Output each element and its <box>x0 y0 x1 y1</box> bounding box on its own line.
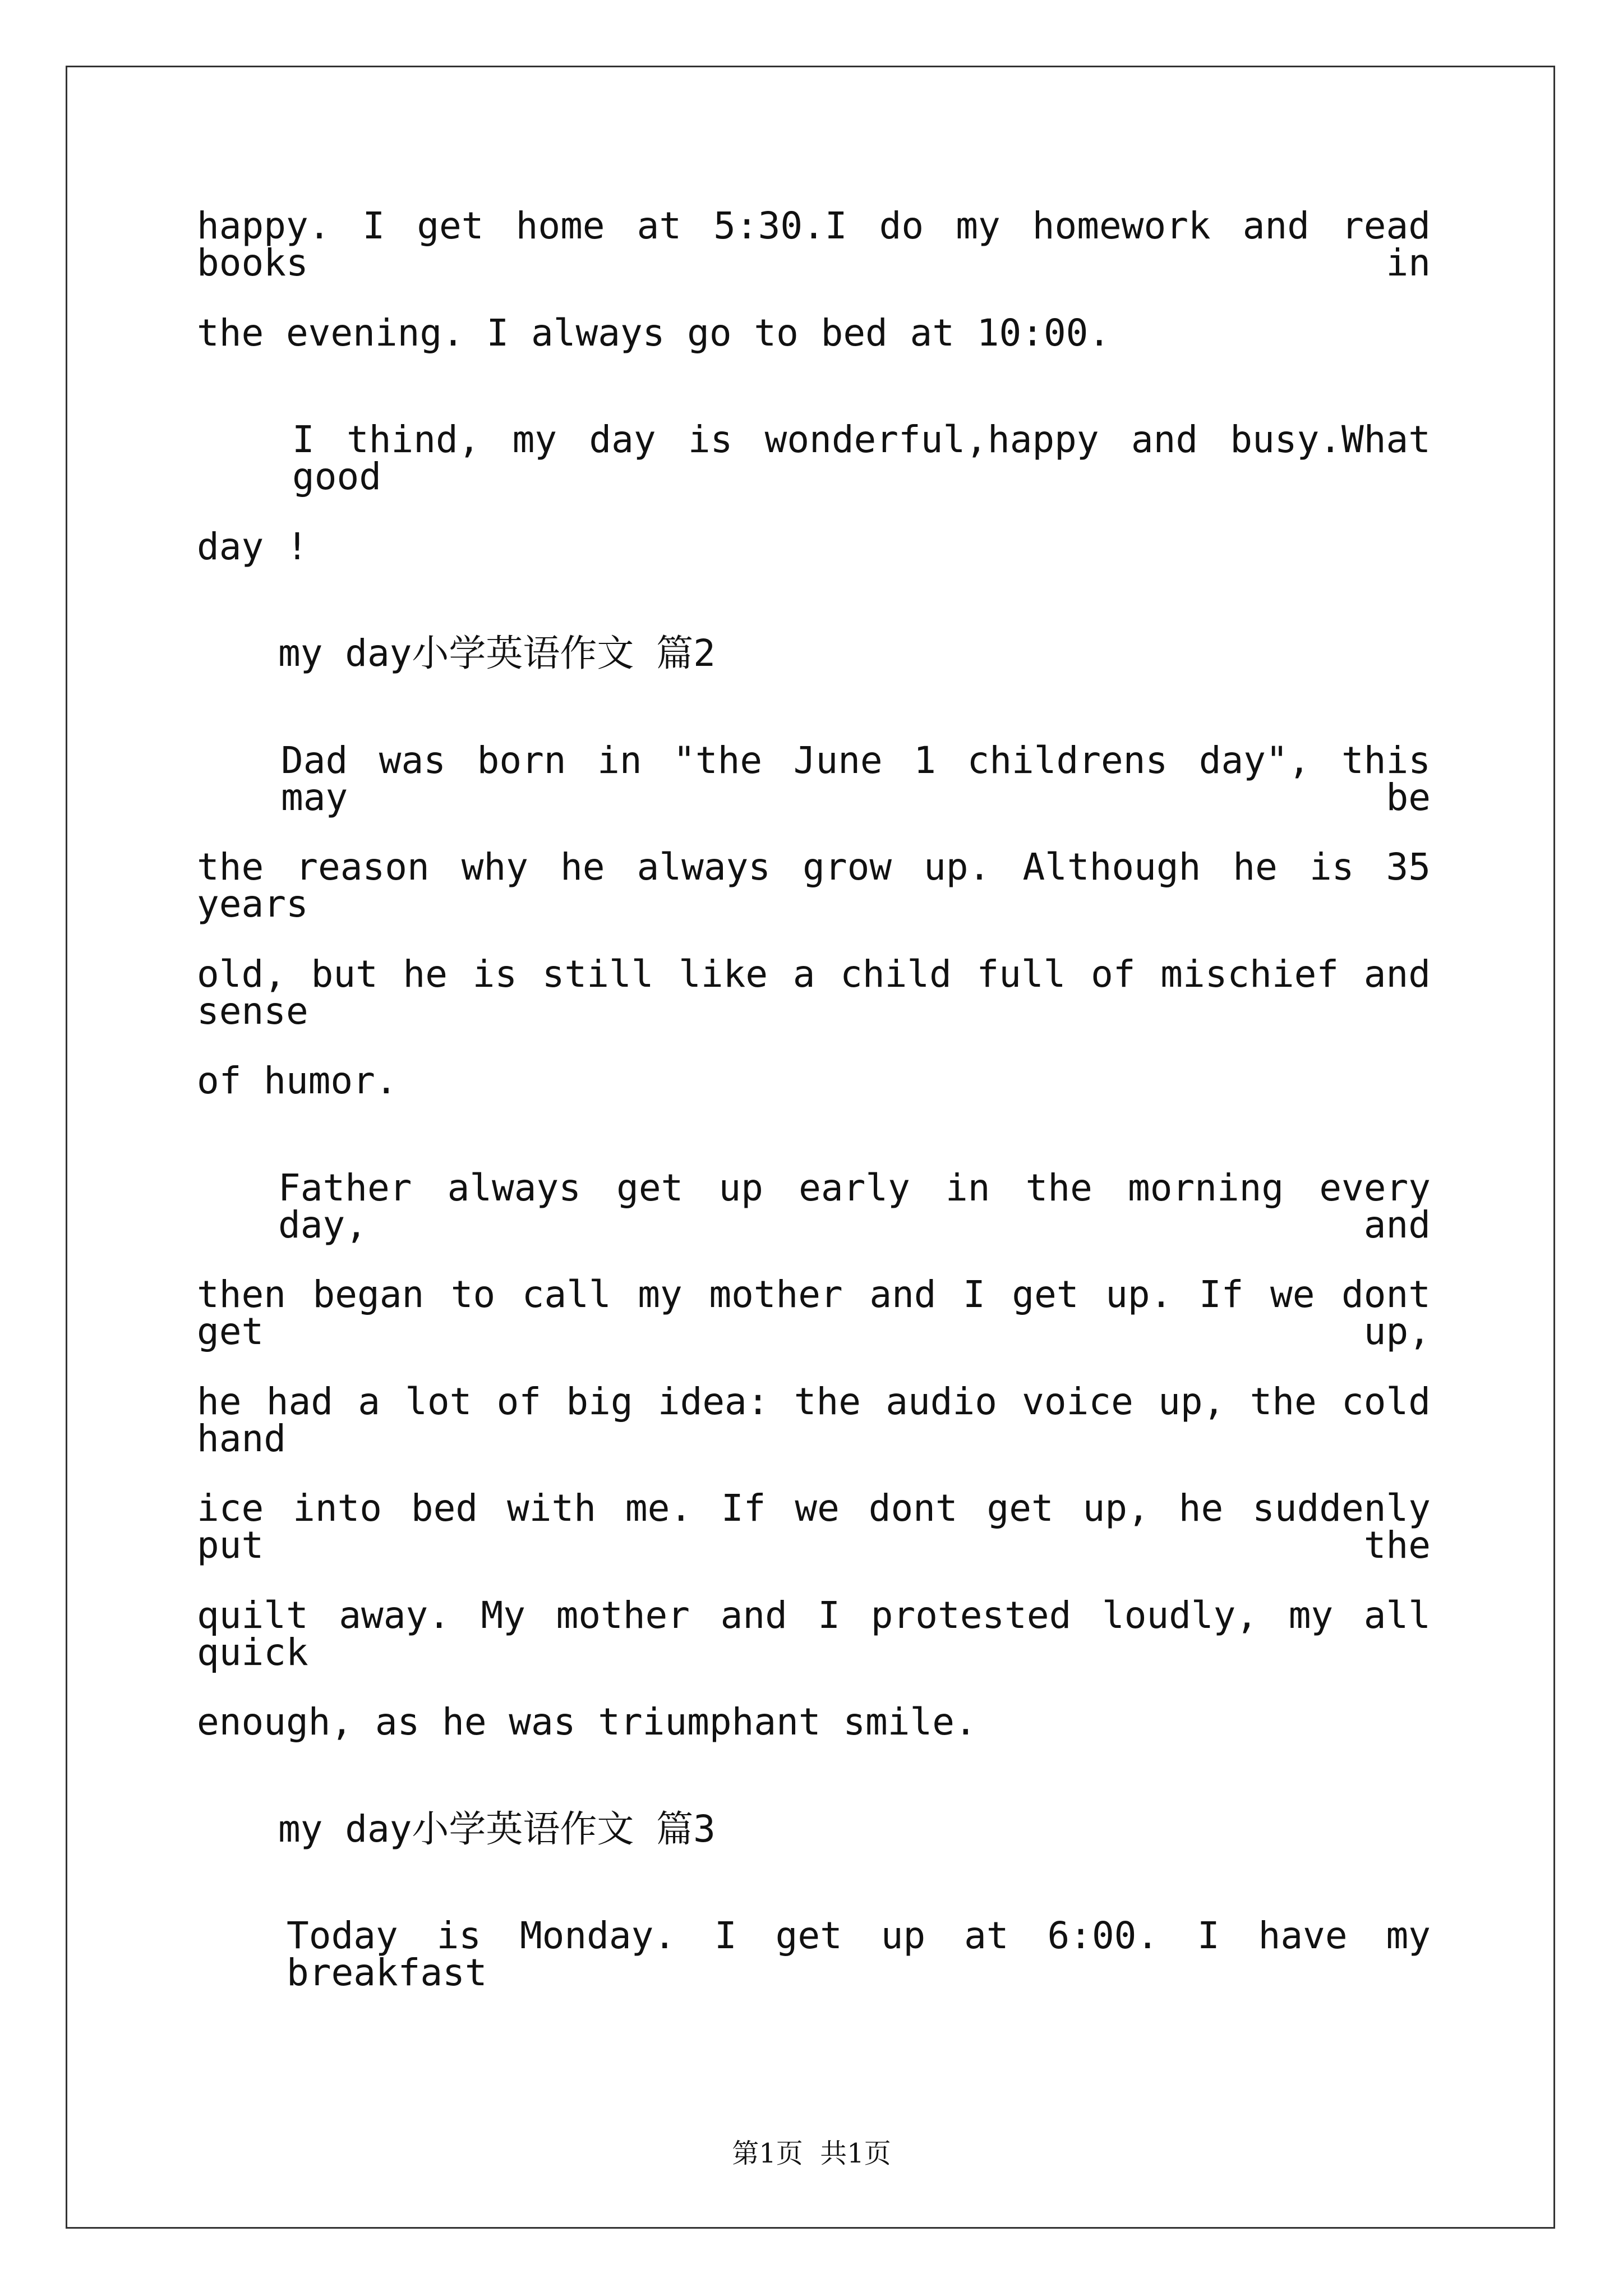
page-frame <box>66 66 1555 2229</box>
section-heading: my day小学英语作文 篇3 <box>278 1807 716 1851</box>
text-line: quilt away. My mother and I protested loudly, my all quick <box>197 1593 1431 1674</box>
text-line: Father always get up early in the morning every day, and <box>278 1166 1431 1246</box>
text-line: the evening. I always go to bed at 10:00. <box>197 311 1111 355</box>
text-line: of humor. <box>197 1059 398 1102</box>
text-line: enough, as he was triumphant smile. <box>197 1700 977 1743</box>
text-line: I thind, my day is wonderful,happy and busy.What good <box>292 418 1431 498</box>
text-line: old, but he is still like a child full of mischief and sense <box>197 952 1431 1033</box>
section-heading: my day小学英语作文 篇2 <box>278 632 716 675</box>
text-line: then began to call my mother and I get up. If we dont get up, <box>197 1273 1431 1353</box>
text-line: the reason why he always grow up. Although he is 35 years <box>197 845 1431 926</box>
text-line: day ! <box>197 524 308 568</box>
text-line: Dad was born in "the June 1 childrens day", this may be <box>281 738 1431 819</box>
page-footer: 第1页 共1页 <box>732 2138 891 2169</box>
text-line: Today is Monday. I get up at 6:00. I have my breakfast <box>287 1914 1431 1994</box>
text-line: happy. I get home at 5:30.I do my homework and read books in <box>197 204 1431 284</box>
text-line: he had a lot of big idea: the audio voice up, the cold hand <box>197 1379 1431 1460</box>
text-line: ice into bed with me. If we dont get up, he suddenly put the <box>197 1487 1431 1567</box>
